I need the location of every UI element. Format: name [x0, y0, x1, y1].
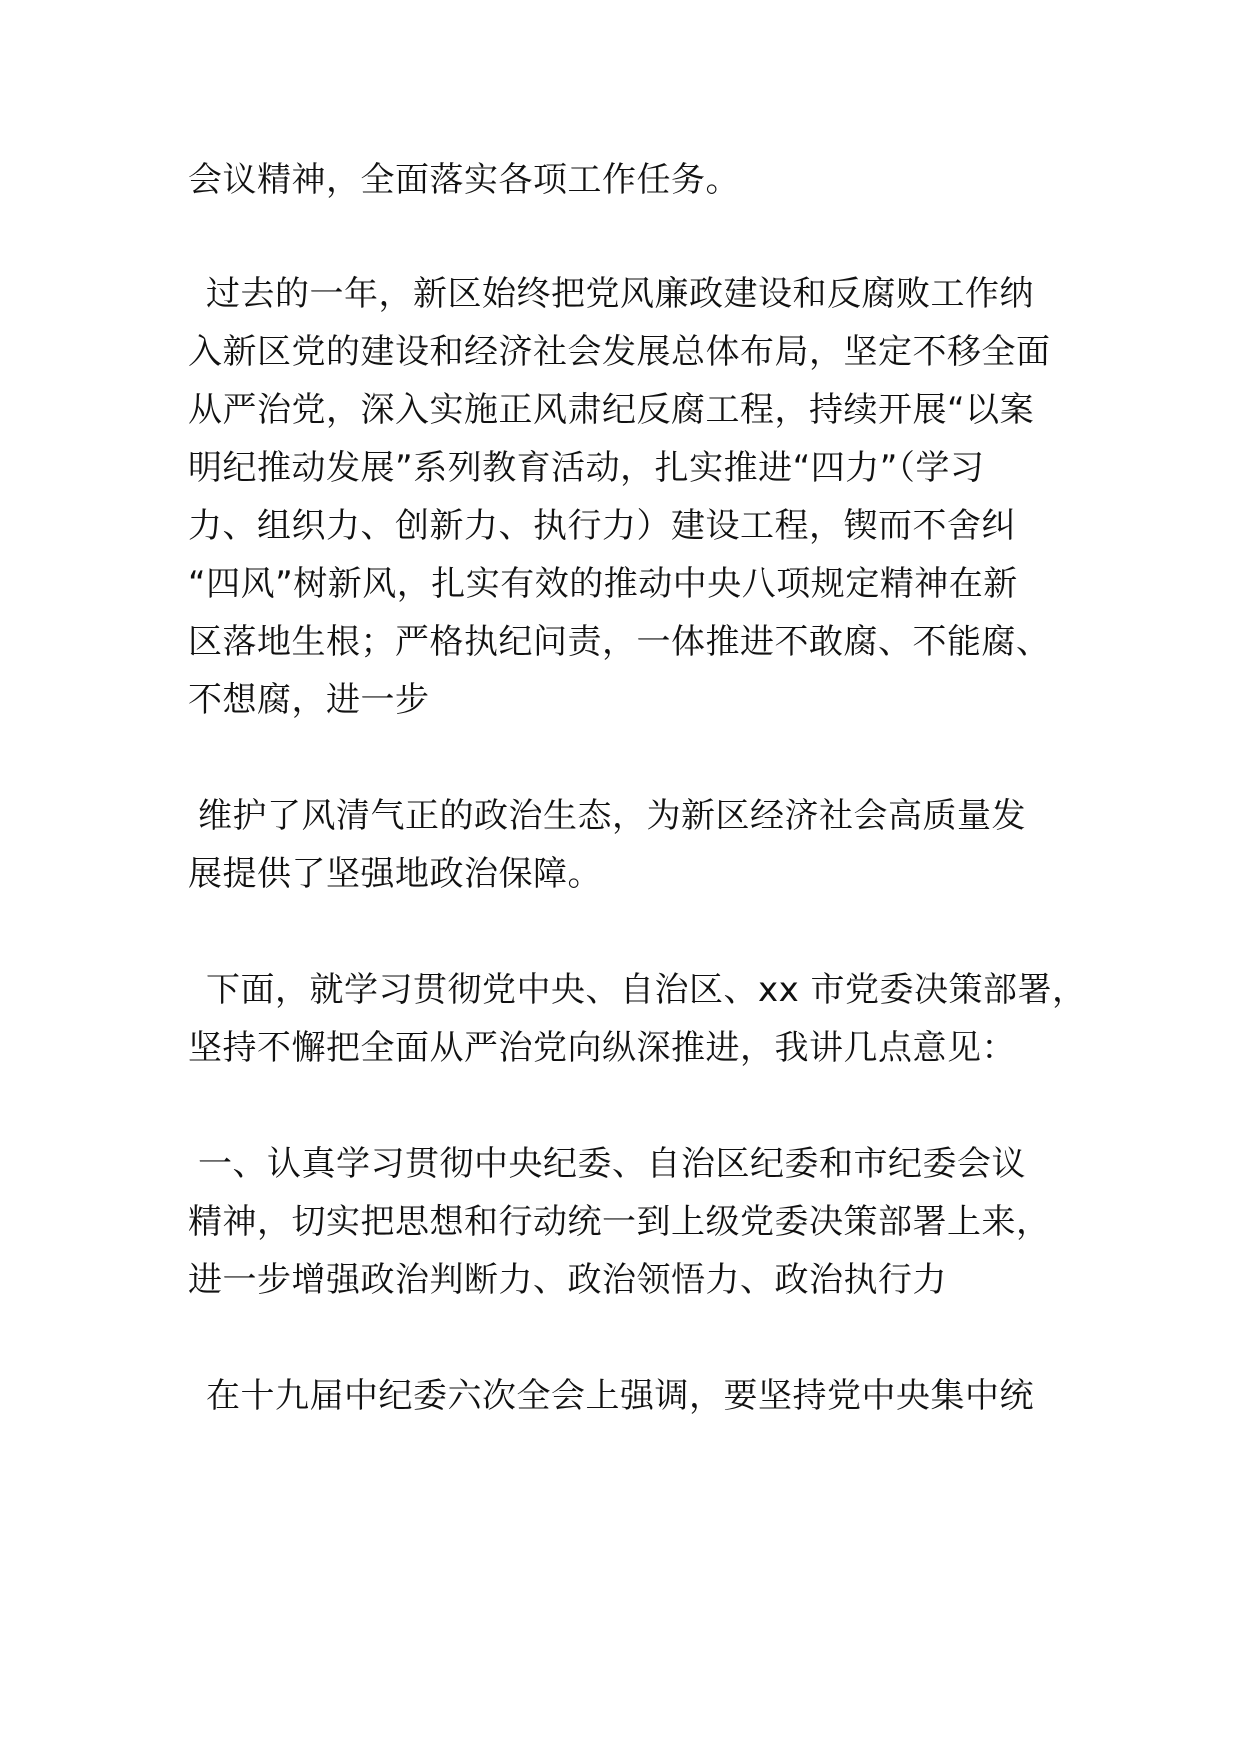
text-line: 维护了风清气正的政治生态，为新区经济社会高质量发: [198, 796, 1026, 836]
text-line: 力、组织力、创新力、执行力）建设工程，锲而不舍纠: [188, 506, 1016, 546]
text-line: 明纪推动发展”系列教育活动，扎实推进“四力”（学习: [188, 448, 985, 488]
text-line: 进一步增强政治判断力、政治领悟力、政治执行力: [188, 1260, 947, 1300]
text-line: 一、认真学习贯彻中央纪委、自治区纪委和市纪委会议: [198, 1144, 1026, 1184]
text-line: 坚持不懈把全面从严治党向纵深推进，我讲几点意见：: [188, 1028, 1016, 1068]
text-line: 不想腐，进一步: [188, 680, 430, 720]
text-line: 在十九届中纪委六次全会上强调，要坚持党中央集中统: [206, 1376, 1034, 1416]
text-line: 从严治党，深入实施正风肃纪反腐工程，持续开展“以案: [188, 390, 1035, 430]
text-line: “四风”树新风，扎实有效的推动中央八项规定精神在新: [188, 564, 1018, 604]
text-line: 下面，就学习贯彻党中央、自治区、xx 市党委决策部署，: [206, 970, 1087, 1010]
text-line: 精神，切实把思想和行动统一到上级党委决策部署上来，: [188, 1202, 1051, 1242]
text-line: 区落地生根；严格执纪问责，一体推进不敢腐、不能腐、: [188, 622, 1051, 662]
text-line: 过去的一年，新区始终把党风廉政建设和反腐败工作纳: [206, 274, 1034, 314]
text-line: 展提供了坚强地政治保障。: [188, 854, 602, 894]
text-line: 入新区党的建设和经济社会发展总体布局，坚定不移全面: [188, 332, 1051, 372]
text-line: 会议精神，全面落实各项工作任务。: [188, 160, 740, 200]
